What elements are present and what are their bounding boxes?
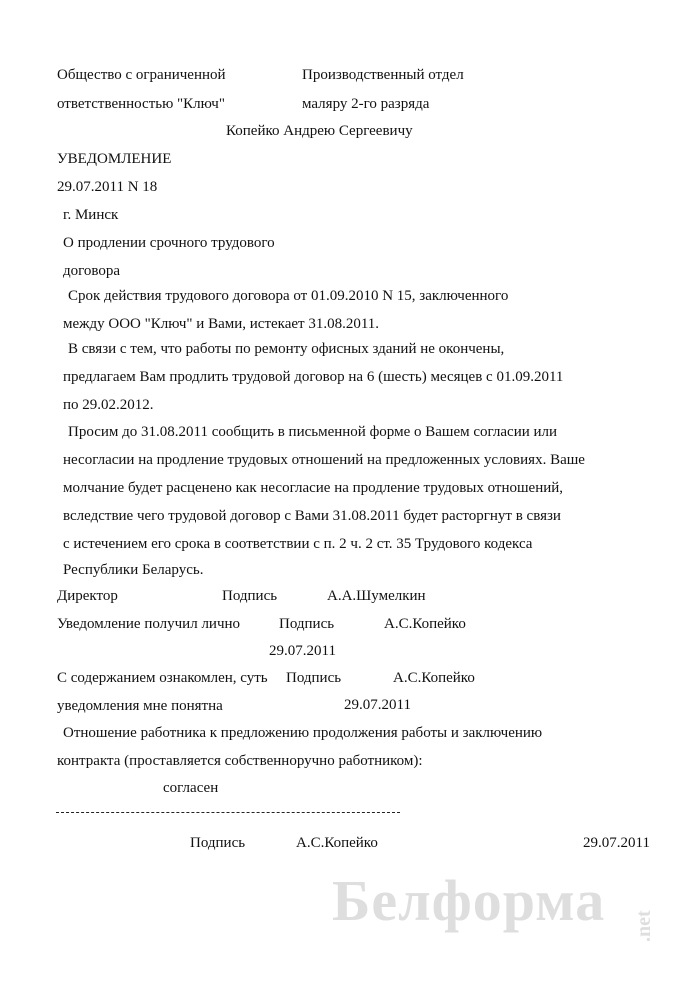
paragraph-3-line: несогласии на продление трудовых отношений на предложенных условиях. Ваше [63,452,585,468]
acquainted-date: 29.07.2011 [344,697,411,713]
paragraph-2-line: по 29.02.2012. [63,397,154,413]
document-city: г. Минск [63,207,119,223]
watermark-logo [332,868,655,952]
paragraph-2-line: предлагаем Вам продлить трудовой договор на 6 (шесть) месяцев с 01.09.2011 [63,369,564,385]
employee-name: А.С.Копейко [384,616,466,632]
final-signature: Подпись [190,835,246,851]
acquainted-signature: Подпись [286,670,342,686]
document-subject-line2: договора [63,263,121,279]
director-name: А.А.Шумелкин [327,588,426,604]
document-subject-line1: О продлении срочного трудового [63,235,275,251]
attitude-line2: контракта (проставляется собственноручно работником): [57,753,423,769]
watermark-text: Белформа [332,868,606,933]
paragraph-3-line: Просим до 31.08.2011 сообщить в письменной форме о Вашем согласии или [68,424,558,440]
acquainted-employee-name: А.С.Копейко [393,670,475,686]
received-label: Уведомление получил лично [57,616,241,632]
dashed-separator [56,812,400,813]
final-date: 29.07.2011 [583,835,650,851]
paragraph-1-line: между ООО "Ключ" и Вами, истекает 31.08.2011. [63,316,380,332]
paragraph-1-line: Срок действия трудового договора от 01.09.2010 N 15, заключенного [68,288,509,304]
org-name-line1: Общество с ограниченной [57,67,226,83]
watermark-suffix: .net [633,910,655,942]
paragraph-3-line: с истечением его срока в соответствии с п. 2 ч. 2 ст. 35 Трудового кодекса [63,536,533,552]
acquainted-line1: С содержанием ознакомлен, суть [57,670,268,686]
department-line: Производственный отдел [302,67,464,83]
acquainted-line2: уведомления мне понятна [57,698,223,714]
employee-signature: Подпись [279,616,335,632]
final-employee-name: А.С.Копейко [296,835,378,851]
addressee-name: Копейко Андрею Сергеевичу [226,123,413,139]
director-label: Директор [57,588,118,604]
received-date: 29.07.2011 [269,643,336,659]
attitude-answer: согласен [163,780,219,796]
paragraph-3-line: Республики Беларусь. [63,562,204,578]
document-date-number: 29.07.2011 N 18 [57,179,158,195]
paragraph-2-line: В связи с тем, что работы по ремонту офисных зданий не окончены, [68,341,505,357]
director-signature: Подпись [222,588,278,604]
org-name-line2: ответственностью "Ключ" [57,96,225,112]
paragraph-3-line: вследствие чего трудовой договор с Вами 31.08.2011 будет расторгнут в связи [63,508,561,524]
position-line: маляру 2-го разряда [302,96,430,112]
document-type: УВЕДОМЛЕНИЕ [57,151,172,167]
paragraph-3-line: молчание будет расценено как несогласие на продление трудовых отношений, [63,480,564,496]
attitude-line1: Отношение работника к предложению продолжения работы и заключению [63,725,543,741]
